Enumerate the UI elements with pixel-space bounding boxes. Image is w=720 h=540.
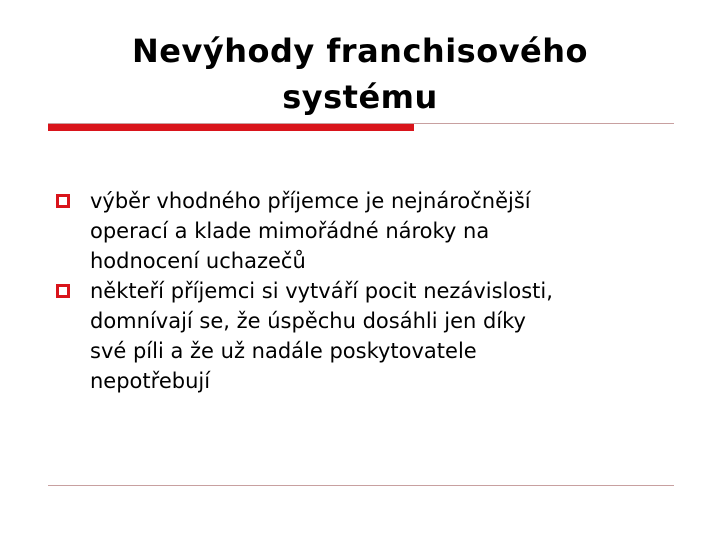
bullet-list — [54, 186, 694, 396]
hollow-square-bullet-icon — [56, 284, 70, 298]
bullet-2-line-2: domnívají se, že úspěchu dosáhli jen díky — [90, 309, 526, 333]
hollow-square-bullet-icon — [56, 194, 70, 208]
bullet-2-line-3: své píli a že už nadále poskytovatele — [90, 339, 477, 363]
bullet-item-1 — [54, 186, 694, 276]
bullet-1-line-2: operací a klade mimořádné nároky na — [90, 219, 490, 243]
bullet-1-line-3: hodnocení uchazečů — [90, 249, 306, 273]
bullet-item-2 — [54, 276, 694, 396]
slide-title — [0, 28, 720, 120]
title-divider-accent — [48, 124, 414, 131]
bullet-2-line-4: nepotřebují — [90, 369, 211, 393]
slide-title-line-2: systému — [282, 78, 438, 116]
footer-divider — [48, 485, 674, 486]
slide-title-line-1: Nevýhody franchisového — [131, 32, 589, 70]
bullet-2-line-1: někteří příjemci si vytváří pocit nezávislosti, — [90, 279, 553, 303]
bullet-1-line-1: výběr vhodného příjemce je nejnáročnější — [90, 189, 531, 213]
